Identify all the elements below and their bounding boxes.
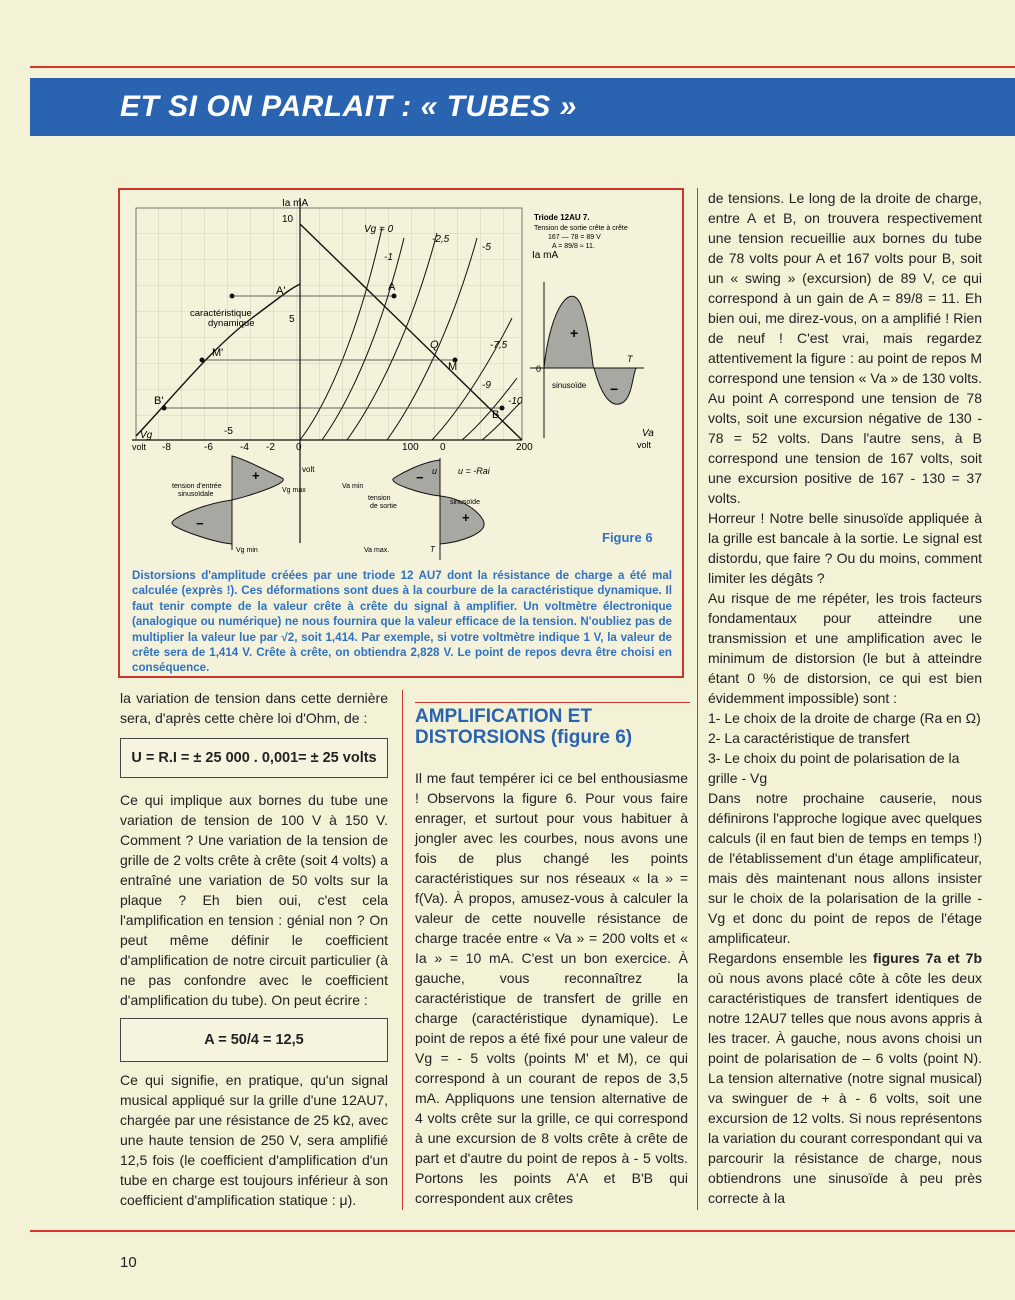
page-banner <box>30 78 1015 136</box>
label-minus-output: − <box>416 470 424 485</box>
label-dynamic-1: caractéristique <box>190 308 252 319</box>
point-a-prime <box>230 294 235 299</box>
top-rule <box>30 66 1015 68</box>
point-a <box>392 294 397 299</box>
label-volt-mid: volt <box>302 465 315 474</box>
formula-gain <box>120 1018 388 1062</box>
col3-paragraph-3: Au risque de me répéter, les trois facteurs fondamentaux pour atteindre une transmission et une amplification avec le minimum de distorsion (le but à atteindre étant 0 % de distorsion, ce qui est bien évidemment impossible) sont : <box>708 590 982 706</box>
label-b: B <box>492 409 500 421</box>
note-line-3: A = 89/8 ≈ 11. <box>552 243 595 250</box>
label-vg-axis: Vg <box>140 430 153 441</box>
label-u-ri: u = -Rai <box>458 466 490 476</box>
label-tension-sortie-2: de sortie <box>370 503 397 510</box>
tick-100: 100 <box>402 442 419 453</box>
label-vg-max: Vg max <box>282 487 306 494</box>
label-minus-input: − <box>196 516 204 531</box>
label-a-prime: A' <box>276 285 286 297</box>
label-c5: -5 <box>482 242 491 253</box>
col3-paragraph-4: Dans notre prochaine causerie, nous définirons l'approche logique avec quelques calculs (il en faut bien de temps en temps !) de l'établissement d'un étage amplificateur, mais dès maintenant nous allons insister sur le choix de la polarisation de la grille - Vg et donc du point de repos de l'étage amplificateur. <box>708 790 982 946</box>
column-2 <box>415 768 688 1208</box>
label-plus-output: + <box>462 510 470 525</box>
label-m-prime: M' <box>212 347 224 359</box>
label-va-axis: Va <box>642 428 654 439</box>
bottom-rule <box>30 1230 1015 1232</box>
col3-paragraph-1: de tensions. Le long de la droite de charge, entre A et B, on trouvera respectivement une tension recueillie aux bornes du tube de 78 volts pour A et 167 volts pour B, soit un « swing » (excursion) de 89 V, ce qui correspond à un gain de A = 89/8 = 11. Eh bien oui, me direz-vous, on a amplifié ! Rien de neuf ! C'est vrai, mais regardez attentivement la figure : au point de repos M correspond une tension « Va » de 130 volts. Au point A correspond une tension de 78 volts, soit une excursion négative de 130 - 78 = 52 volts. Dans l'autre sens, à B correspond une tension de 167 volts, soit une excursion positive de 167 - 130 = 37 volts. <box>708 190 982 506</box>
label-ia-top: Ia mA <box>282 198 309 209</box>
column-1-bottom <box>120 1070 388 1210</box>
col3-p5-start: Regardons ensemble les <box>708 950 874 966</box>
tick-m6: -6 <box>204 442 213 453</box>
section-title: AMPLIFICATION ET DISTORSIONS (figure 6) <box>415 706 633 748</box>
label-ia-right: Ia mA <box>532 250 559 261</box>
tick-0: 0 <box>296 442 302 453</box>
column-1-middle <box>120 790 388 1010</box>
col1-paragraph-2: Ce qui implique aux bornes du tube une variation de tension de 100 V à 150 V. Comment ? Une variation de la tension de grille de 2 volts crête à crête (soit 4 volts) a entraîné une variation de 50 volts sur la plaque ? Eh bien oui, c'est cela l'amplification en tension : génial non ? On peut même définir le coefficient d'amplification de notre circuit particulier (à ne pas confondre avec le coefficient d'amplification du tube). On peut écrire : <box>120 792 388 1008</box>
label-ten: 10 <box>282 214 294 225</box>
formula-ohm <box>120 738 388 778</box>
col1-paragraph-1: la variation de tension dans cette dernière sera, d'après cette chère loi d'Ohm, de : <box>120 690 388 726</box>
col3-paragraph-5 <box>708 948 982 1208</box>
col3-p5-rest: où nous avons placé côte à côte les deux caractéristiques de transfert identiques de notre 12AU7 telles que nous avons appris à les tracer. À gauche, nous avons choisi un point de polarisation de – 6 volts (point N). La tension alternative (notre signal musical) va swinguer de + à - 6 volts, soit une excursion de 12 volts. Si nous représentons la variation du courant correspondant qui va parcourir la résistance de charge, nous obtiendrons une sinusoïde à peu près correcte à la <box>708 970 982 1206</box>
label-plus-input: + <box>252 468 260 483</box>
label-tension-sortie-1: tension <box>368 495 391 502</box>
tick-m8: -8 <box>162 442 171 453</box>
point-b <box>500 406 505 411</box>
label-u: u <box>432 466 438 476</box>
label-sinus-right: sinusoïde <box>552 381 587 390</box>
label-dynamic-2: dynamique <box>208 318 255 329</box>
label-t-right: T <box>627 354 633 364</box>
col3-list-item-2: 2- La caractéristique de transfert <box>708 730 910 746</box>
label-c10: -10 <box>508 396 523 407</box>
note-line-2: 167 — 78 = 89 V <box>548 234 601 241</box>
column-divider-2 <box>697 188 698 1210</box>
col3-paragraph-2: Horreur ! Notre belle sinusoïde appliquée à la grille est bancale à la sortie. Le signal est distordu, que faire ? Ou du moins, comment limiter les dégâts ? <box>708 510 982 586</box>
label-vg0: Vg = 0 <box>364 224 394 235</box>
label-c25: -2,5 <box>432 234 450 245</box>
figure-label: Figure 6 <box>602 530 653 545</box>
figure-caption: Distorsions d'amplitude créées par une triode 12 AU7 dont la résistance de charge a été mal calculée (exprès !). Ces déformations sont dues à la courbure de la caractéristique dynamique. Il faut tenir compte de la valeur crête à crête du signal à amplifier. Un voltmètre électronique (analogique ou numérique) ne nous fournira que la valeur efficace de la tension. N'oubliez pas de multiplier la valeur lue par √2, soit 1,414. Par exemple, si votre voltmètre indique 1 V, la valeur de crête sera de 1,414 V. Crête à crête, on obtiendra 2,828 V. Le point de repos devra être choisi en conséquence. <box>132 569 672 675</box>
section-title-rule <box>415 702 690 703</box>
note-title: Triode 12AU 7. <box>534 213 590 222</box>
formula-gain-text: A = 50/4 = 12,5 <box>204 1032 304 1048</box>
label-vg-min: Vg min <box>236 547 258 554</box>
figure-6-diagram <box>132 198 672 578</box>
col3-list-item-1: 1- Le choix de la droite de charge (Ra en Ω) <box>708 710 981 726</box>
sine-right-positive <box>544 296 594 368</box>
tick-m4: -4 <box>240 442 249 453</box>
figure-6-box <box>118 188 684 678</box>
page-number: 10 <box>120 1254 137 1271</box>
label-va-max: Va max. <box>364 547 390 554</box>
point-m-prime <box>200 358 205 363</box>
label-minus-right: − <box>610 381 619 397</box>
note-line-1: Tension de sortie crête à crête <box>534 225 628 232</box>
col3-p5-figures-ref: figures 7a et 7b <box>873 950 983 966</box>
tick-m2: -2 <box>266 442 275 453</box>
label-volt-left: volt <box>132 442 147 452</box>
label-plus-right: + <box>570 325 579 341</box>
col1-paragraph-3: Ce qui signifie, en pratique, qu'un signal musical appliqué sur la grille d'une 12AU7, chargée par une résistance de 25 kΩ, avec une haute tension de 250 V, sera amplifié 12,5 fois (le coefficient d'amplification d'un tube en charge est toujours inférieur à son coefficient d'amplification statique : μ). <box>120 1072 388 1208</box>
label-zero-right: 0 <box>536 364 542 374</box>
col3-list-item-3: 3- Le choix du point de polarisation de la grille - Vg <box>708 750 960 786</box>
label-volt-right: volt <box>637 440 652 450</box>
col2-paragraph-1: Il me faut tempérer ici ce bel enthousiasme ! Observons la figure 6. Pour vous faire enrager, et surtout pour vous habituer à jongler avec les courbes, nous avons une fois de plus changé les points caractéristiques sur nos réseaux « Ia » = f(Va). À propos, amusez-vous à calculer la valeur de cette nouvelle résistance de charge tracée entre « Va » = 200 volts et « Ia » = 10 mA. C'est un bon exercice. À gauche, vous reconnaîtrez la caractéristique de transfert de grille en charge (caractéristique dynamique). Le point de repos a été fixé pour une valeur de Vg = - 5 volts (points M' et M), ce qui correspond à un courant de repos de 3,5 mA. Appliquons une tension alternative de 4 volts crête sur la grille, ce qui correspond à une excursion de 8 volts crête à crête de part et d'autre du point de repos à - 5 volts. Portons les points A'A et B'B qui correspondent aux crêtes <box>415 770 688 1206</box>
tick-200: 200 <box>516 442 533 453</box>
label-b-prime: B' <box>154 395 164 407</box>
tick-0b: 0 <box>440 442 446 453</box>
column-1 <box>120 688 388 728</box>
column-3 <box>708 188 982 1208</box>
page-title: ET SI ON PARLAIT : « TUBES » <box>120 90 577 123</box>
label-five: 5 <box>289 314 295 325</box>
tick-m5: -5 <box>224 426 233 437</box>
label-a: A <box>388 281 396 293</box>
label-tension-entree-1: tension d'entrée <box>172 483 222 490</box>
label-t-bottom: T <box>430 545 435 554</box>
label-m: M <box>448 361 458 373</box>
label-va-min: Va min <box>342 483 364 490</box>
plot-grid <box>136 208 522 440</box>
label-q: Q <box>430 339 439 351</box>
label-c9: -9 <box>482 380 491 391</box>
label-tension-entree-2: sinusoïdale <box>178 491 214 498</box>
label-c75: -7,5 <box>490 340 508 351</box>
formula-ohm-text: U = R.I = ± 25 000 . 0,001= ± 25 volts <box>131 750 377 766</box>
column-divider-1 <box>402 690 403 1210</box>
label-c1: -1 <box>384 252 393 263</box>
label-sinusoide-bottom: sinusoïde <box>450 499 480 506</box>
